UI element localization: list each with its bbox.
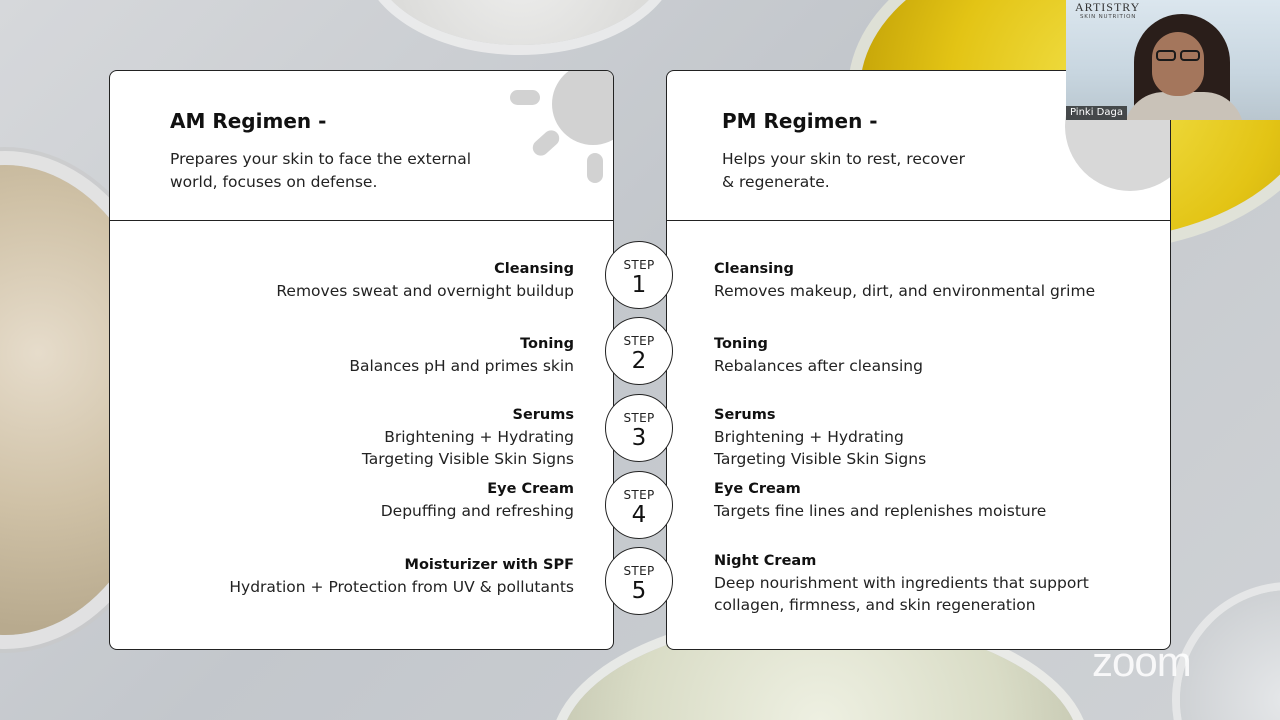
zoom-watermark: zoom (1092, 638, 1191, 685)
pm-step-3-name: Serums (714, 407, 776, 423)
step-label: STEP (623, 334, 655, 348)
am-step-1 (276, 258, 574, 302)
step-2-circle (605, 317, 673, 385)
am-card-header (110, 71, 613, 221)
sun-ray (529, 127, 562, 159)
step-number: 4 (631, 502, 647, 528)
am-step-2 (349, 333, 574, 377)
step-label: STEP (623, 564, 655, 578)
sun-ray (587, 153, 603, 183)
am-step-4-desc: Depuffing and refreshing (380, 502, 574, 520)
step-number: 2 (631, 348, 647, 374)
pm-step-3-desc-2: Targeting Visible Skin Signs (714, 450, 927, 468)
pm-step-2-name: Toning (714, 336, 768, 352)
am-step-3-name: Serums (512, 407, 574, 423)
pm-step-5-name: Night Cream (714, 553, 817, 569)
pm-step-4-name: Eye Cream (714, 481, 801, 497)
pm-step-3-desc-1: Brightening + Hydrating (714, 428, 904, 446)
am-step-5-name: Moisturizer with SPF (404, 557, 574, 573)
step-number: 1 (631, 272, 647, 298)
am-description: Prepares your skin to face the external world, focuses on defense. (170, 150, 472, 191)
sun-ray (510, 90, 540, 105)
pm-step-5-desc-2: collagen, firmness, and skin regeneration (714, 596, 1036, 614)
pm-description: Helps your skin to rest, recover & regenerate. (722, 150, 965, 191)
pm-step-5-desc-1: Deep nourishment with ingredients that support (714, 574, 1089, 592)
participant-video-tile[interactable] (1066, 0, 1280, 120)
glasses-icon (1154, 50, 1202, 62)
am-step-4 (381, 478, 574, 522)
step-label: STEP (623, 258, 655, 272)
step-5-circle (605, 547, 673, 615)
pm-step-2-desc: Rebalances after cleansing (714, 357, 923, 375)
pm-step-4 (714, 478, 1046, 522)
step-label: STEP (623, 411, 655, 425)
am-step-4-name: Eye Cream (487, 481, 574, 497)
am-regimen-card (109, 70, 614, 650)
brand-logo: ARTISTRY (1075, 0, 1141, 14)
participant-face (1152, 32, 1204, 96)
pm-step-3 (714, 404, 926, 470)
am-step-1-name: Cleansing (494, 261, 574, 277)
step-1-circle (605, 241, 673, 309)
am-step-2-name: Toning (520, 336, 574, 352)
cream-dish (370, 0, 670, 45)
pm-step-1-desc: Removes makeup, dirt, and environmental grime (714, 282, 1096, 300)
pm-step-2 (714, 333, 923, 377)
am-step-5 (229, 554, 574, 598)
pm-regimen-card (666, 70, 1171, 650)
step-label: STEP (623, 488, 655, 502)
pm-step-4-desc: Targets fine lines and replenishes moisture (714, 502, 1047, 520)
step-4-circle (605, 471, 673, 539)
am-step-3-desc-1: Brightening + Hydrating (384, 428, 574, 446)
brand-subtitle: SKIN NUTRITION (1080, 14, 1137, 20)
pm-step-1 (714, 258, 1095, 302)
step-number: 3 (631, 425, 647, 451)
pm-step-1-name: Cleansing (714, 261, 794, 277)
participant-name-tag: Pinki Daga (1066, 106, 1127, 120)
am-step-5-desc: Hydration + Protection from UV & pollutants (229, 578, 574, 596)
am-step-3 (362, 404, 574, 470)
empty-dish (1180, 590, 1280, 720)
am-step-2-desc: Balances pH and primes skin (349, 357, 574, 375)
am-step-3-desc-2: Targeting Visible Skin Signs (361, 450, 574, 468)
sun-icon (552, 70, 614, 145)
pm-title: PM Regimen - (722, 109, 878, 133)
am-title: AM Regimen - (170, 109, 327, 133)
am-step-1-desc: Removes sweat and overnight buildup (276, 282, 574, 300)
step-3-circle (605, 394, 673, 462)
step-number: 5 (631, 578, 647, 604)
pm-step-5 (714, 550, 1089, 616)
